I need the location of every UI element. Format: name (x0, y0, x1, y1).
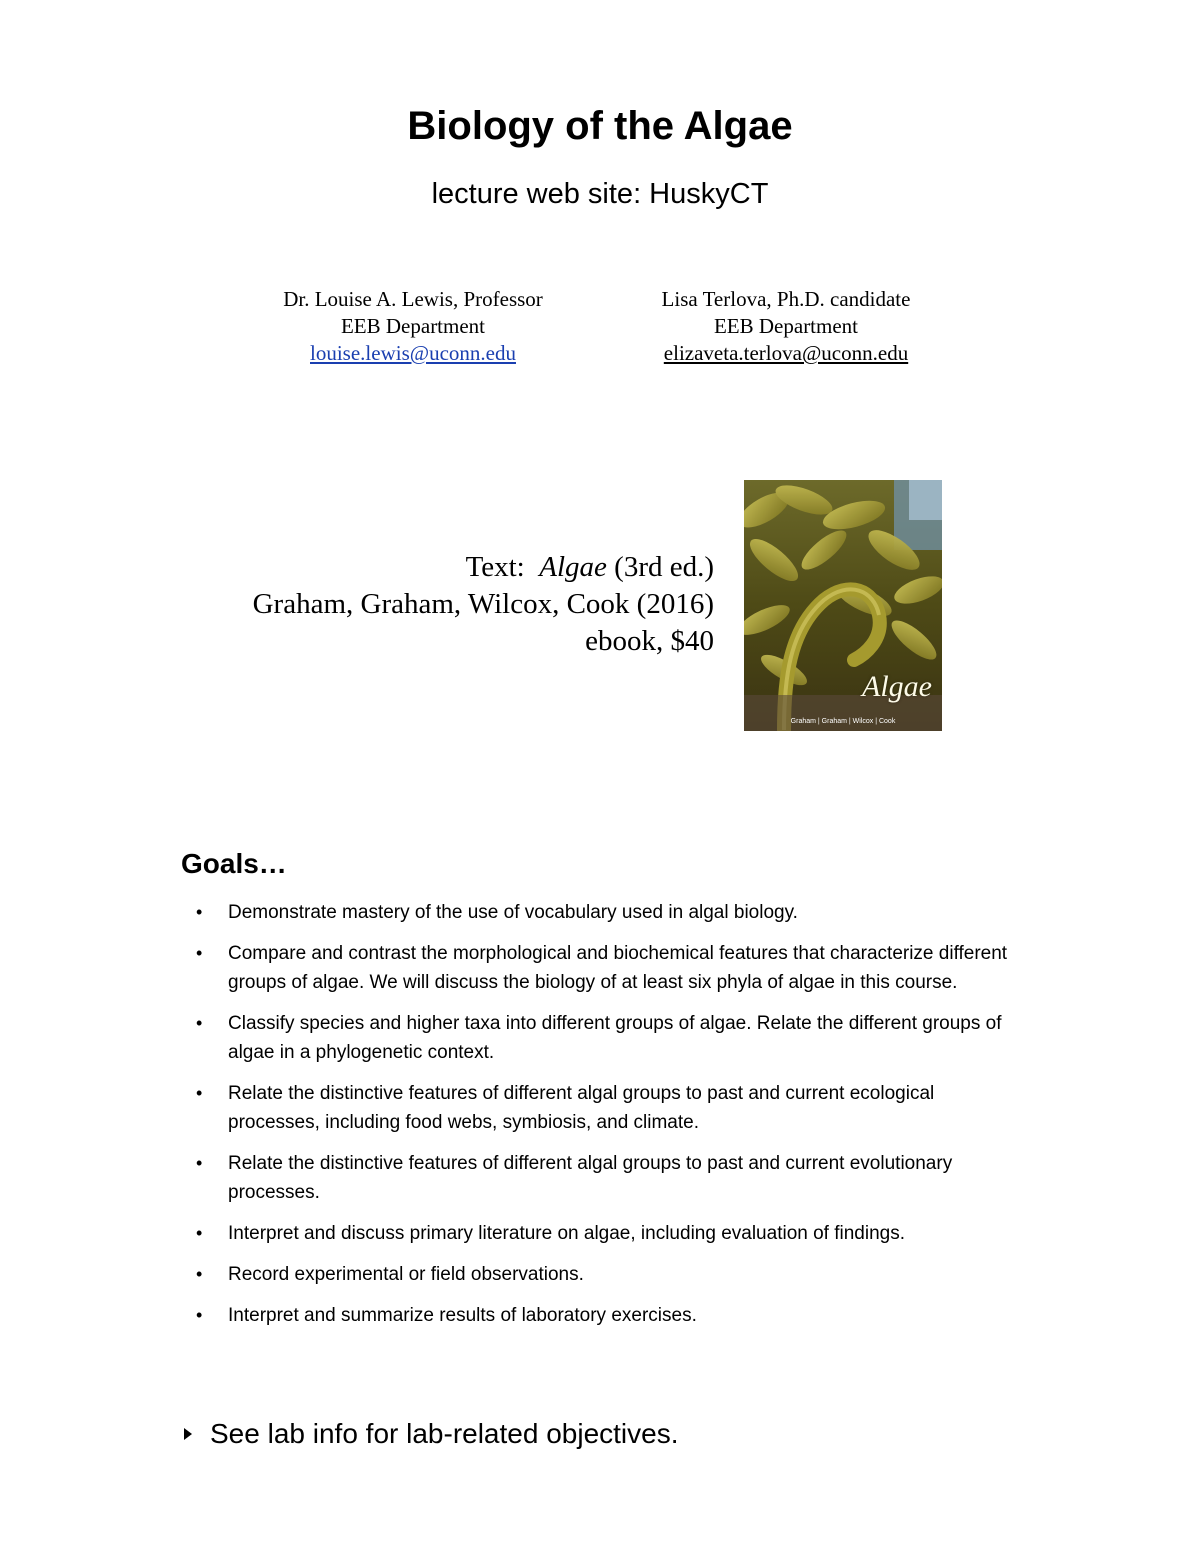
goal-item: • Interpret and discuss primary literature on algae, including evaluation of findings. (194, 1219, 1014, 1248)
goal-item: • Classify species and higher taxa into different groups of algae. Relate the different groups of algae in a phylogenetic context. (194, 1009, 1014, 1067)
lab-info-note-text: See lab info for lab-related objectives. (210, 1418, 679, 1449)
goal-item: • Relate the distinctive features of different algal groups to past and current evolutionary processes. (194, 1149, 1014, 1207)
instructor-department: EEB Department (340, 314, 486, 338)
instructor-department: EEB Department (713, 314, 859, 338)
lab-info-note (184, 1418, 679, 1450)
instructor-email-link[interactable]: louise.lewis@uconn.edu (310, 341, 516, 365)
triangle-bullet-icon (184, 1428, 192, 1440)
textbook-cover-image (744, 480, 942, 731)
cover-authors: Graham | Graham | Wilcox | Cook (790, 718, 896, 725)
instructor-email-link[interactable]: elizaveta.terlova@uconn.edu (663, 341, 909, 365)
goal-item: • Compare and contrast the morphological and biochemical features that characterize different groups of algae. We will discuss the biology of at least six phyla of algae in this course. (194, 939, 1014, 997)
goal-item: • Record experimental or field observations. (194, 1260, 1014, 1289)
goals-heading: Goals… (181, 848, 287, 879)
cover-title: Algae (862, 670, 932, 703)
instructor-name: Lisa Terlova, Ph.D. candidate (661, 287, 911, 311)
goal-item: • Demonstrate mastery of the use of vocabulary used in algal biology. (194, 898, 1014, 927)
textbook-title-line (253, 549, 714, 586)
page-title: Biology of the Algae (407, 104, 793, 148)
textbook-info (253, 549, 714, 660)
textbook-title: Algae (539, 551, 607, 583)
textbook-prefix: Text: (465, 551, 525, 583)
goals-list (194, 898, 1014, 1342)
textbook-authors: Graham, Graham, Wilcox, Cook (2016) (252, 588, 714, 620)
goal-item: • Relate the distinctive features of different algal groups to past and current ecological processes, including food webs, symbiosis, and climate. (194, 1079, 1014, 1137)
instructor-lewis (213, 286, 613, 367)
instructor-name: Dr. Louise A. Lewis, Professor (283, 287, 543, 311)
textbook-edition: (3rd ed.) (614, 551, 714, 583)
textbook-format: ebook, $40 (585, 625, 714, 657)
goal-item: • Interpret and summarize results of laboratory exercises. (194, 1301, 1014, 1330)
page-subtitle: lecture web site: HuskyCT (431, 178, 769, 210)
instructor-terlova (586, 286, 986, 367)
